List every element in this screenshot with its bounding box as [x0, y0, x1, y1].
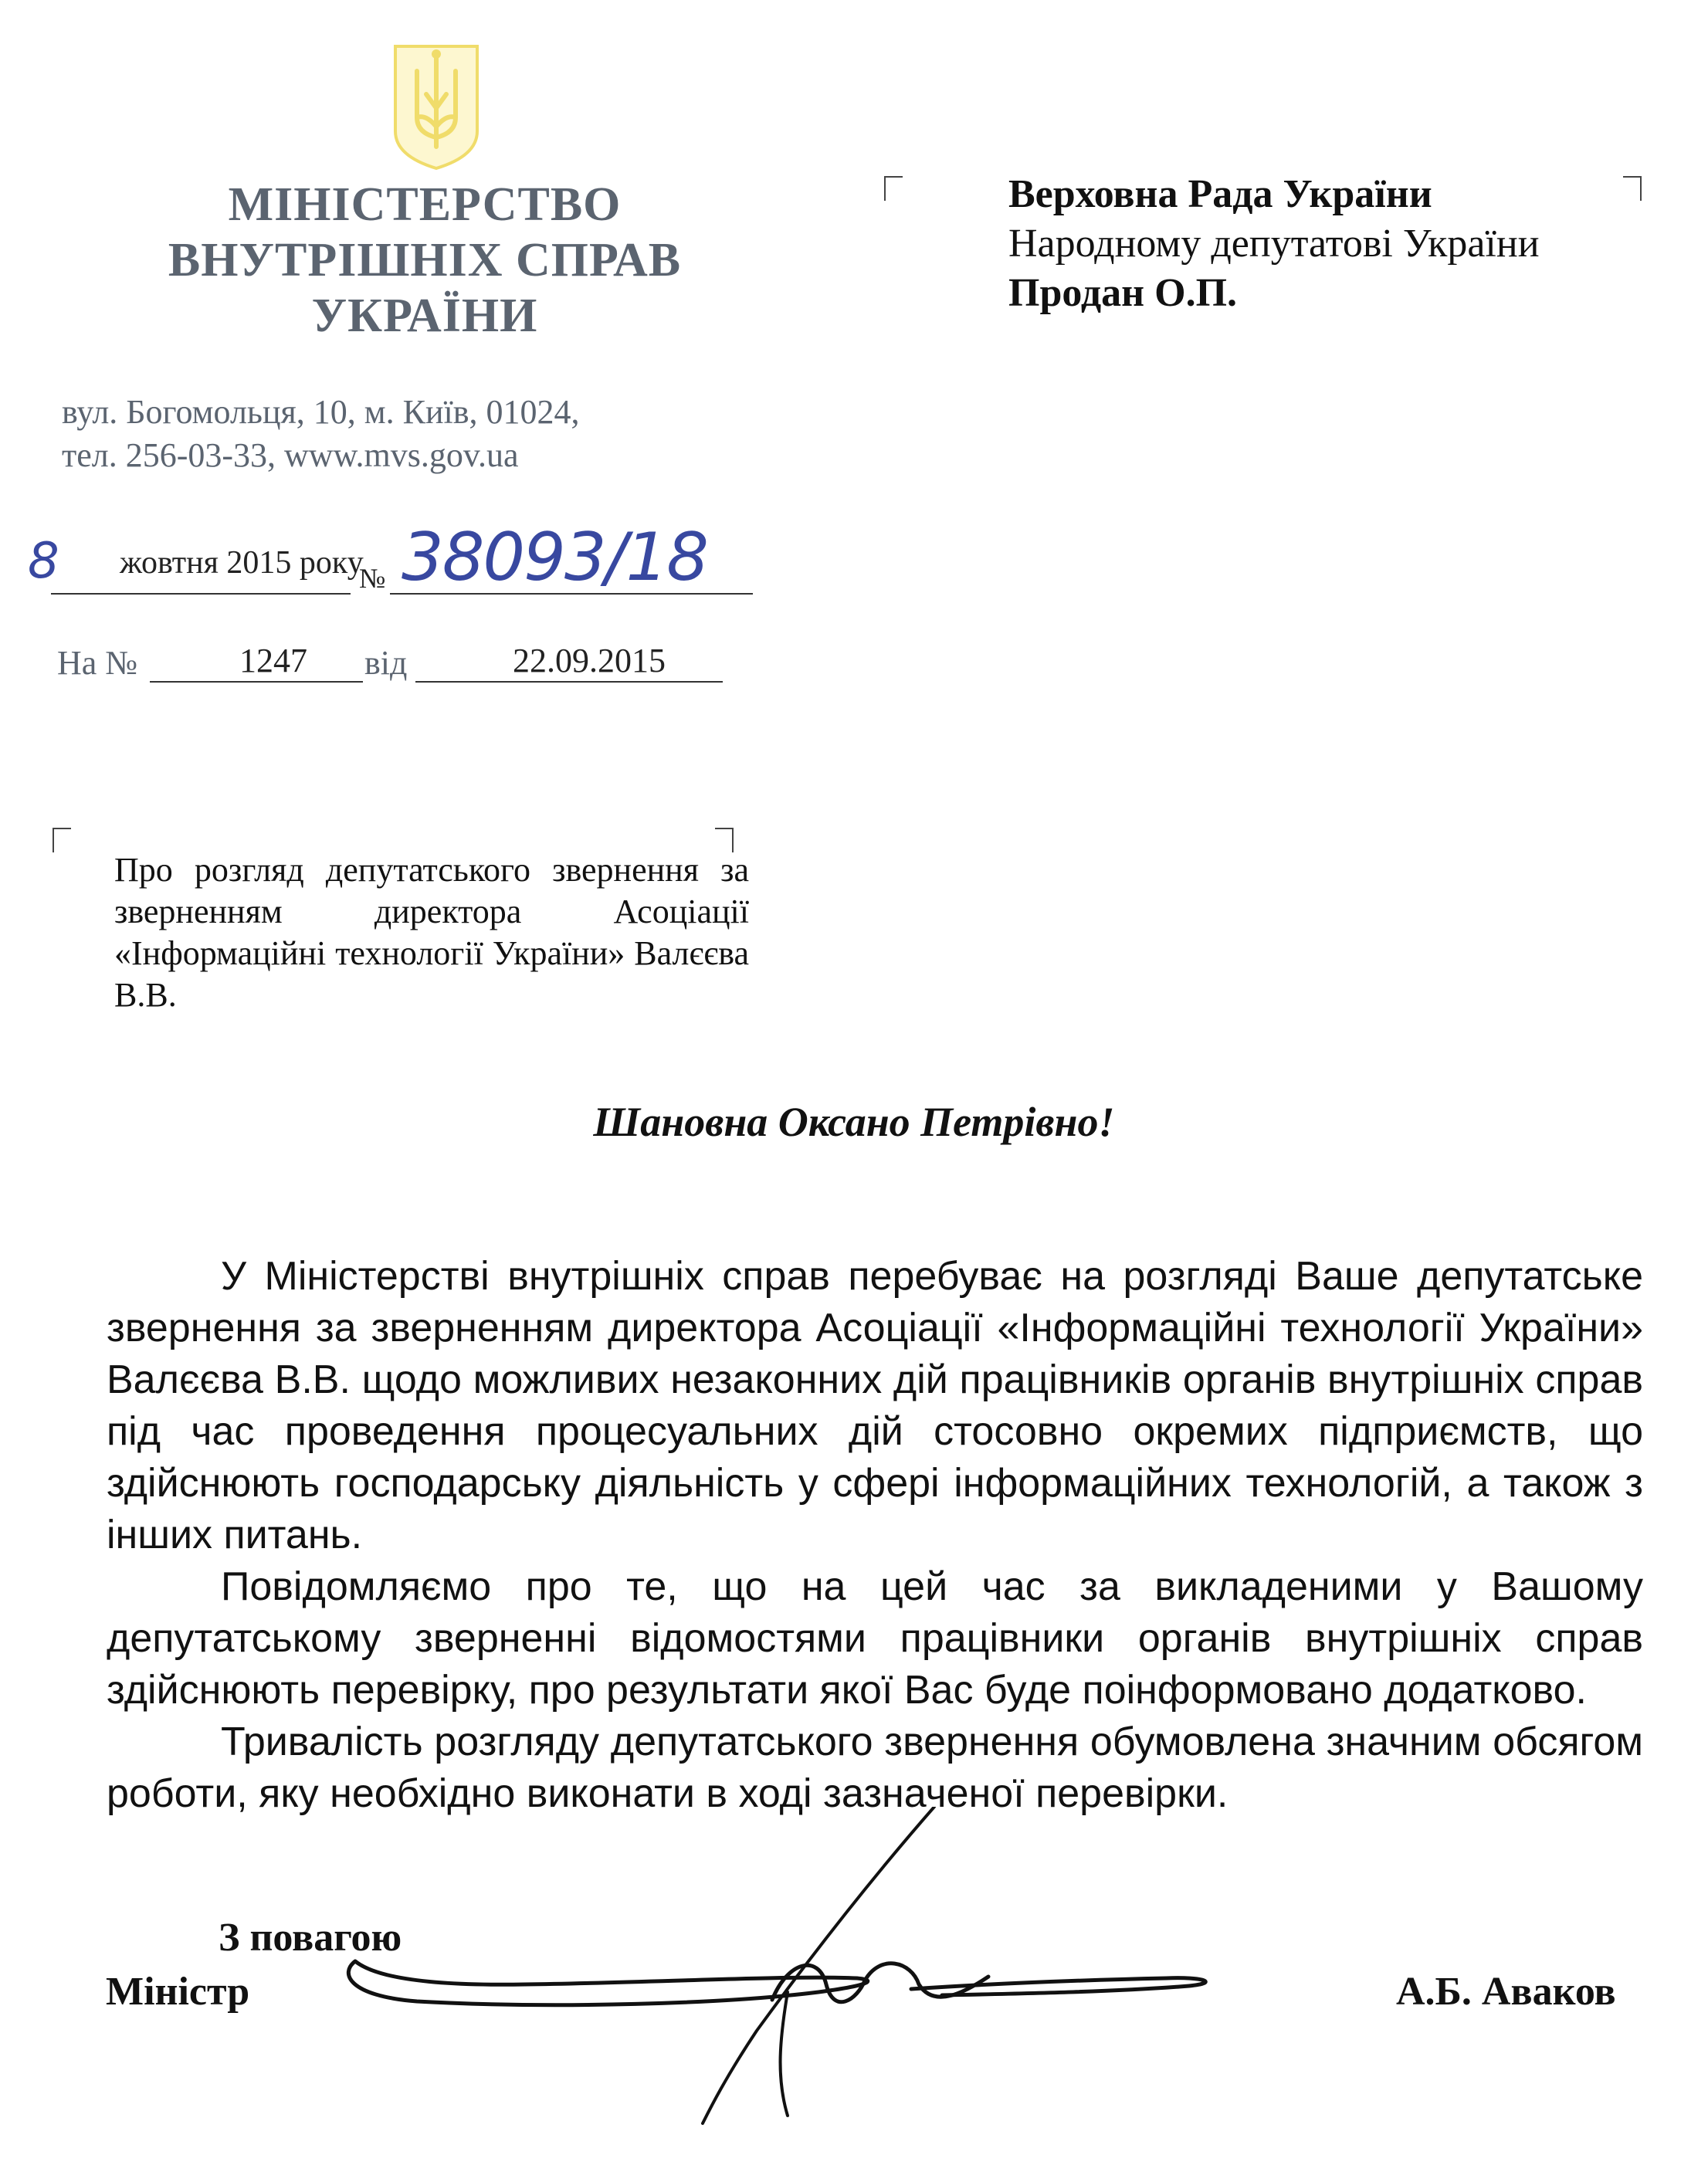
signatory-name: А.Б. Аваков	[1396, 1970, 1616, 2014]
letter-body	[107, 1251, 1643, 1820]
addressee-bracket-left	[884, 176, 903, 201]
subject-bracket-left	[53, 828, 71, 852]
body-paragraph-2: Повідомляємо про те, що на цей час за викладеними у Вашому депутатському зверненні відомостями працівники органів внутрішніх справ здійснюють перевірку, про результати якої Вас буде поінформовано додатково.	[107, 1564, 1643, 1713]
letter-subject: Про розгляд депутатського звернення за зверненням директора Асоціації «Інформаційні технології України» Валєєва В.В.	[114, 851, 749, 1014]
registration-day: 8	[28, 533, 59, 590]
date-underline	[51, 593, 351, 595]
registration-number-underline	[390, 593, 753, 595]
addressee-title: Народному депутатові України	[1008, 222, 1540, 266]
signatory-title: Міністр	[106, 1970, 250, 2014]
registration-date-text: жовтня 2015 року	[120, 545, 364, 581]
reference-from-label: від	[364, 644, 408, 682]
closing-regards: З повагою	[219, 1916, 402, 1960]
ministry-name-line-2: ВНУТРІШНІХ СПРАВ	[168, 234, 682, 286]
addressee-bracket-right	[1623, 176, 1642, 201]
reference-number: 1247	[239, 642, 307, 679]
ministry-address: вул. Богомольця, 10, м. Київ, 01024,	[62, 393, 580, 431]
body-paragraph-1: У Міністерстві внутрішніх справ перебуває на розгляді Ваше депутатське звернення за зверненням директора Асоціації «Інформаційні технології України» Валєєва В.В. щодо можливих незаконних дій працівників органів внутрішніх справ під час проведення процесуальних дій стосовно окремих підприємств, що здійснюють господарську діяльність у сфері інформаційних технологій, а також з інших питань.	[107, 1254, 1643, 1557]
reference-date-underline	[415, 681, 723, 683]
reference-label: На №	[57, 644, 138, 682]
ministry-name-line-1: МІНІСТЕРСТВО	[228, 178, 622, 231]
body-paragraph-3: Тривалість розгляду депутатського звернення обумовлена значним обсягом роботи, яку необхідно виконати в ході зазначеної перевірки.	[107, 1720, 1643, 1816]
registration-number: 38093/18	[402, 519, 707, 596]
reference-number-underline	[150, 681, 363, 683]
letter-greeting: Шановна Оксано Петрівно!	[593, 1099, 1115, 1145]
ministry-contacts: тел. 256-03-33, www.mvs.gov.ua	[62, 436, 519, 474]
handwritten-signature	[324, 1807, 1235, 2131]
reference-date: 22.09.2015	[513, 642, 666, 679]
trident-emblem-icon	[388, 40, 485, 171]
addressee-name: Продан О.П.	[1008, 271, 1238, 315]
addressee-organization: Верховна Рада України	[1008, 172, 1432, 216]
registration-number-sign: №	[359, 563, 386, 594]
ministry-name-line-3: УКРАЇНИ	[311, 290, 538, 342]
